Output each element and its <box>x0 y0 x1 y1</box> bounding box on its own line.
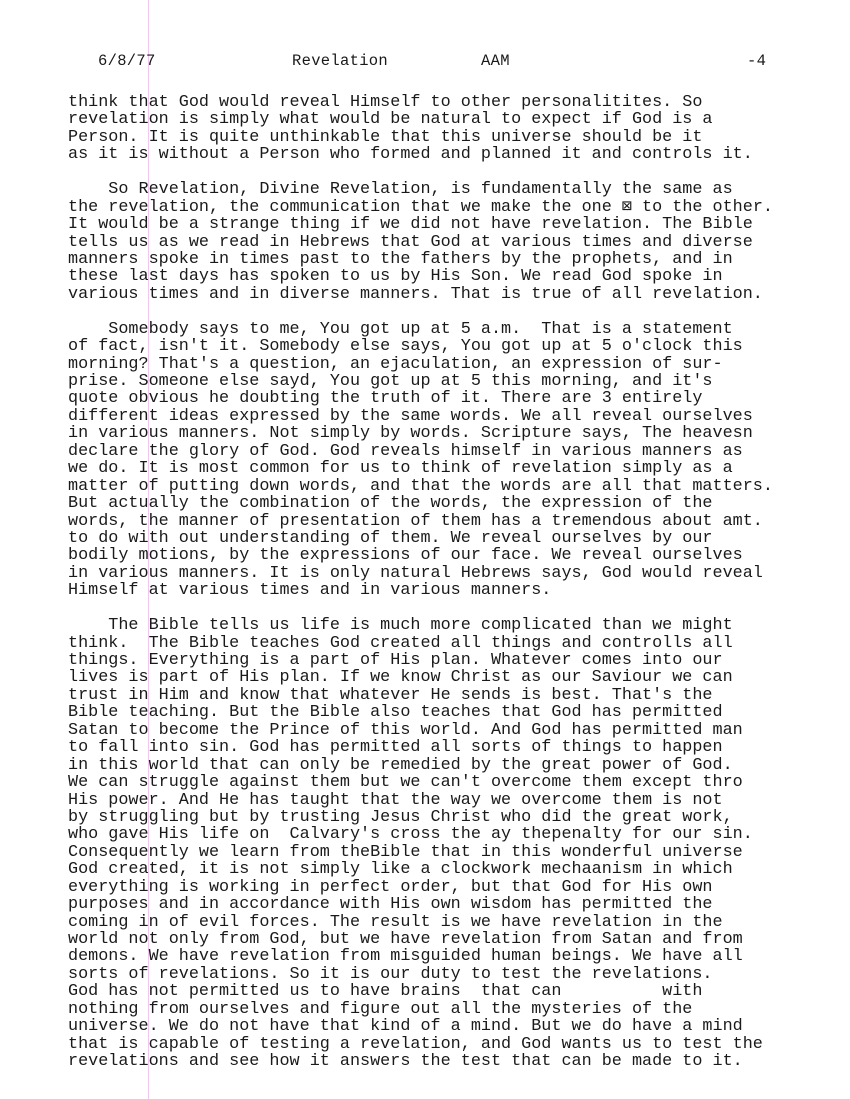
text-line: world not only from God, but we have revelation from Satan and from <box>68 930 743 949</box>
document-body <box>68 94 773 1088</box>
text-line: morning? That's a question, an ejaculation, an expression of sur- <box>68 354 723 374</box>
paragraph <box>68 321 773 600</box>
text-line: prise. Someone else sayd, You got up at 5 this morning, and it's <box>68 372 713 391</box>
text-line: Satan to become the Prince of this world. And God has permitted man <box>68 720 743 740</box>
text-line: everything is working in perfect order, but that God for His own <box>68 877 713 897</box>
text-line: think that God would reveal Himself to other personalitites. So <box>68 93 703 112</box>
text-line: different ideas expressed by the same words. We all reveal ourselves <box>68 406 753 426</box>
text-line: Person. It is quite unthinkable that this universe should be it <box>68 127 703 147</box>
text-line: sorts of revelations. So it is our duty to test the revelations. <box>68 964 713 984</box>
text-line: It would be a strange thing if we did not have revelation. The Bible <box>68 215 753 235</box>
text-line: in this world that can only be remedied by the great power of God. <box>68 755 733 775</box>
text-line: nothing from ourselves and figure out all the mysteries of the <box>68 999 693 1019</box>
text-line: as it is without a Person who formed and planned it and controls it. <box>68 145 753 165</box>
header-initials: AAM <box>481 52 510 70</box>
text-line: We can struggle against them but we can't overcome them except thro <box>68 773 743 793</box>
text-line: Somebody says to me, You got up at 5 a.m. That is a statement <box>68 319 733 339</box>
text-line: of fact, isn't it. Somebody else says, You got up at 5 o'clock this <box>68 337 743 357</box>
text-line: Himself at various times and in various manners. <box>68 581 552 601</box>
paragraph <box>68 181 773 303</box>
text-line: demons. We have revelation from misguided human beings. We have all <box>68 947 743 967</box>
text-line: So Revelation, Divine Revelation, is fundamentally the same as <box>68 180 733 200</box>
text-line: manners spoke in times past to the fathers by the prophets, and in <box>68 249 733 269</box>
paragraph <box>68 94 773 164</box>
text-line: Bible teaching. But the Bible also teaches that God has permitted <box>68 703 723 723</box>
text-line: to fall into sin. God has permitted all sorts of things to happen <box>68 738 723 758</box>
text-line: words, the manner of presentation of them has a tremendous about amt. <box>68 511 763 531</box>
text-line: The Bible tells us life is much more complicated than we might <box>68 616 733 636</box>
text-line: purposes and in accordance with His own wisdom has permitted the <box>68 895 713 915</box>
text-line: think. The Bible teaches God created all things and controlls all <box>68 633 733 653</box>
text-line: But actually the combination of the words, the expression of the <box>68 494 713 514</box>
header-title: Revelation <box>292 52 389 70</box>
text-line: to do with out understanding of them. We reveal ourselves by our <box>68 528 713 548</box>
header-date: 6/8/77 <box>98 52 156 70</box>
text-line: universe. We do not have that kind of a mind. But we do have a mind <box>68 1017 743 1037</box>
text-line: in various manners. Not simply by words. Scripture says, The heavesn <box>68 424 753 444</box>
text-line: revelations and see how it answers the test that can be made to it. <box>68 1052 743 1072</box>
text-line: quote obvious he doubting the truth of it. There are 3 entirely <box>68 389 703 409</box>
text-line: the revelation, the communication that we make the one ⊠ to the other. <box>68 197 773 217</box>
text-line: matter of putting down words, and that the words are all that matters. <box>68 476 773 496</box>
text-line: trust in Him and know that whatever He sends is best. That's the <box>68 685 713 705</box>
text-line: God has not permitted us to have brains that can with <box>68 982 703 1002</box>
text-line: who gave His life on Calvary's cross the ay thepenalty for our sin. <box>68 825 753 845</box>
text-line: tells us as we read in Hebrews that God at various times and diverse <box>68 232 753 252</box>
text-line: God created, it is not simply like a clockwork mechaanism in which <box>68 860 733 880</box>
text-line: various times and in diverse manners. That is true of all revelation. <box>68 284 763 304</box>
text-line: these last days has spoken to us by His Son. We read God spoke in <box>68 267 723 287</box>
text-line: bodily motions, by the expressions of our face. We reveal ourselves <box>68 546 743 566</box>
text-line: His power. And He has taught that the way we overcome them is not <box>68 790 723 810</box>
text-line: lives is part of His plan. If we know Christ as our Saviour we can <box>68 668 733 688</box>
text-line: that is capable of testing a revelation, and God wants us to test the <box>68 1034 763 1054</box>
text-line: declare the glory of God. God reveals himself in various manners as <box>68 441 743 461</box>
text-line: coming in of evil forces. The result is we have revelation in the <box>68 912 723 932</box>
text-line: by struggling but by trusting Jesus Christ who did the great work, <box>68 807 733 827</box>
header-page-number: -4 <box>747 52 767 70</box>
text-line: in various manners. It is only natural Hebrews says, God would reveal <box>68 563 763 583</box>
text-line: things. Everything is a part of His plan. Whatever comes into our <box>68 651 723 670</box>
text-line: Consequently we learn from theBible that in this wonderful universe <box>68 842 743 862</box>
paragraph <box>68 617 773 1070</box>
text-line: we do. It is most common for us to think of revelation simply as a <box>68 459 733 479</box>
text-line: revelation is simply what would be natural to expect if God is a <box>68 110 713 130</box>
